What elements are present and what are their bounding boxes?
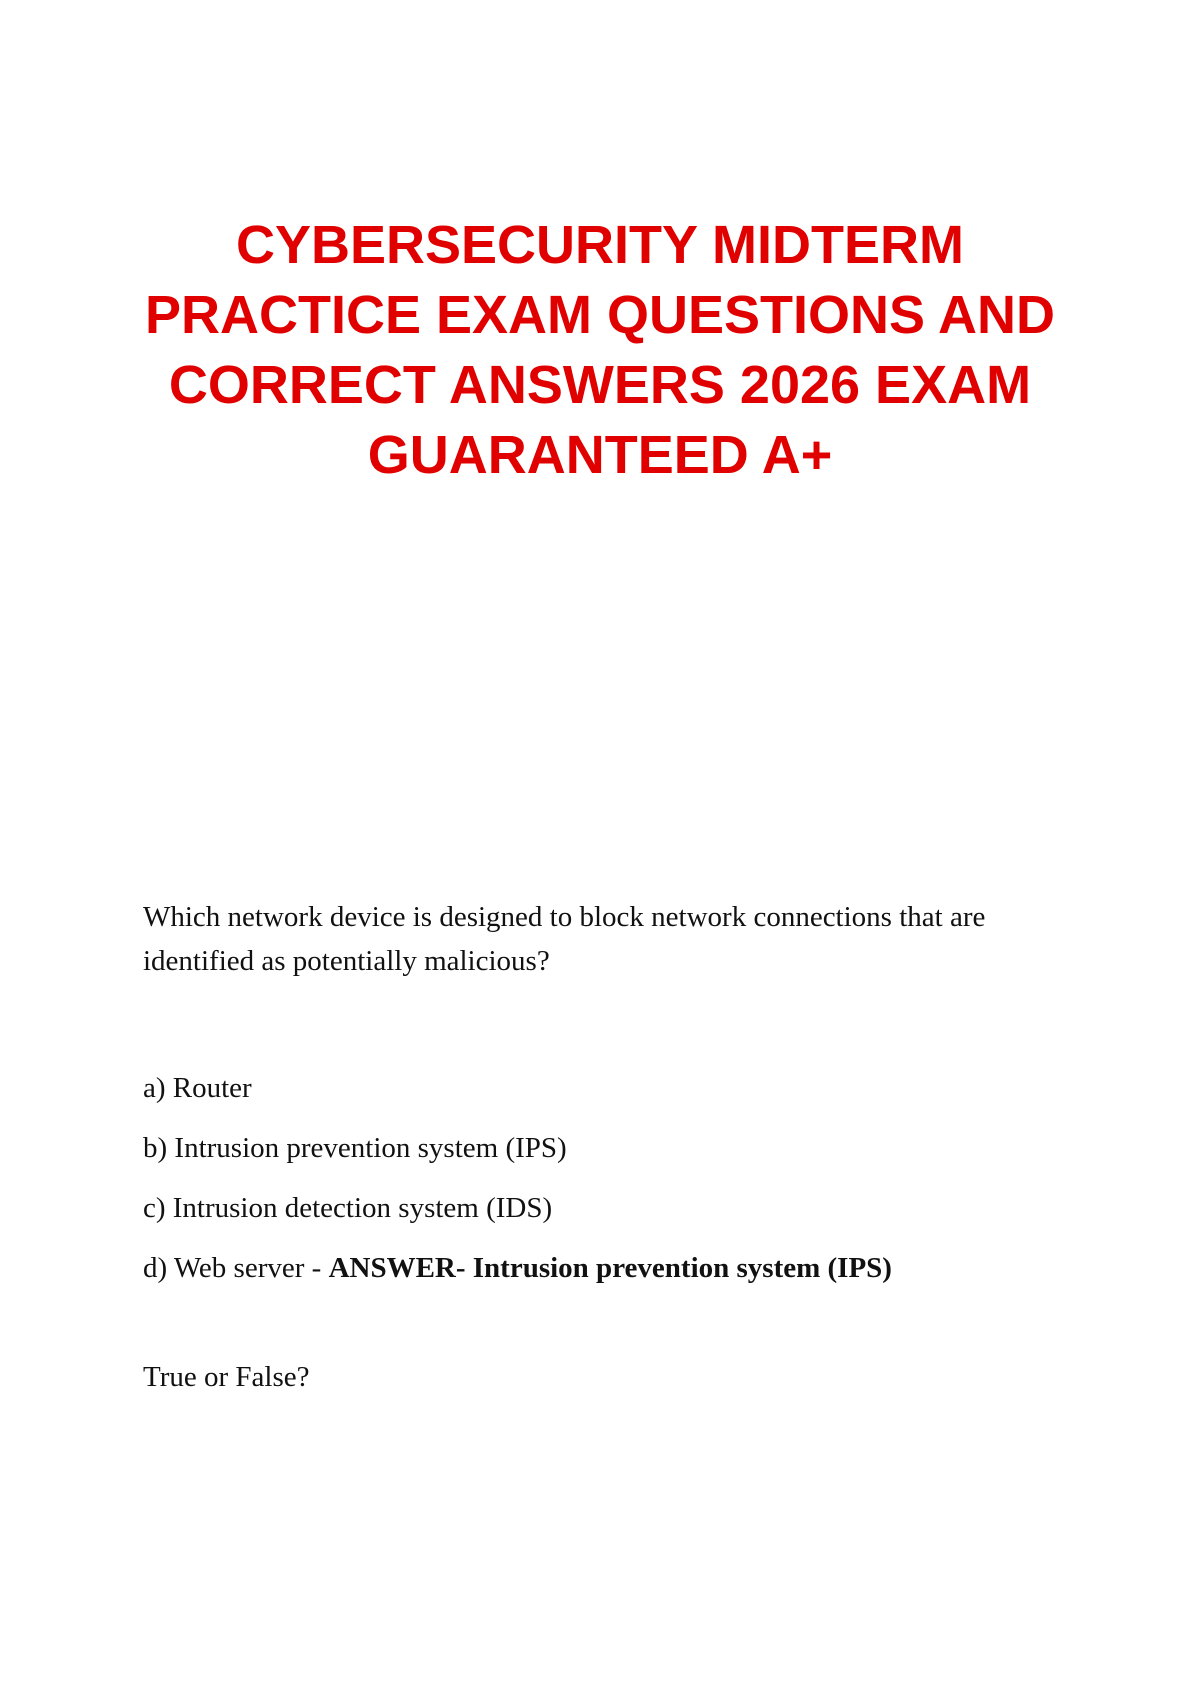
option-b: b) Intrusion prevention system (IPS): [143, 1132, 567, 1164]
answer-text: ANSWER- Intrusion prevention system (IPS): [328, 1252, 892, 1284]
option-d: d) Web server -: [143, 1252, 329, 1284]
question-1-prompt: Which network device is designed to block network connections that are identified as potentially malicious?: [143, 901, 986, 977]
title-line: PRACTICE EXAM QUESTIONS AND: [144, 285, 1056, 345]
title-line: CORRECT ANSWERS 2026 EXAM: [168, 355, 1032, 415]
title-line: CYBERSECURITY MIDTERM: [235, 215, 965, 275]
document-title: [140, 210, 1060, 490]
option-c: c) Intrusion detection system (IDS): [143, 1192, 553, 1224]
option-a: a) Router: [143, 1072, 252, 1104]
title-line: GUARANTEED A+: [367, 425, 833, 485]
option-d-line: [143, 1238, 1103, 1298]
question-2-prompt: True or False?: [143, 1361, 310, 1393]
question-1-options: [143, 1058, 1103, 1298]
